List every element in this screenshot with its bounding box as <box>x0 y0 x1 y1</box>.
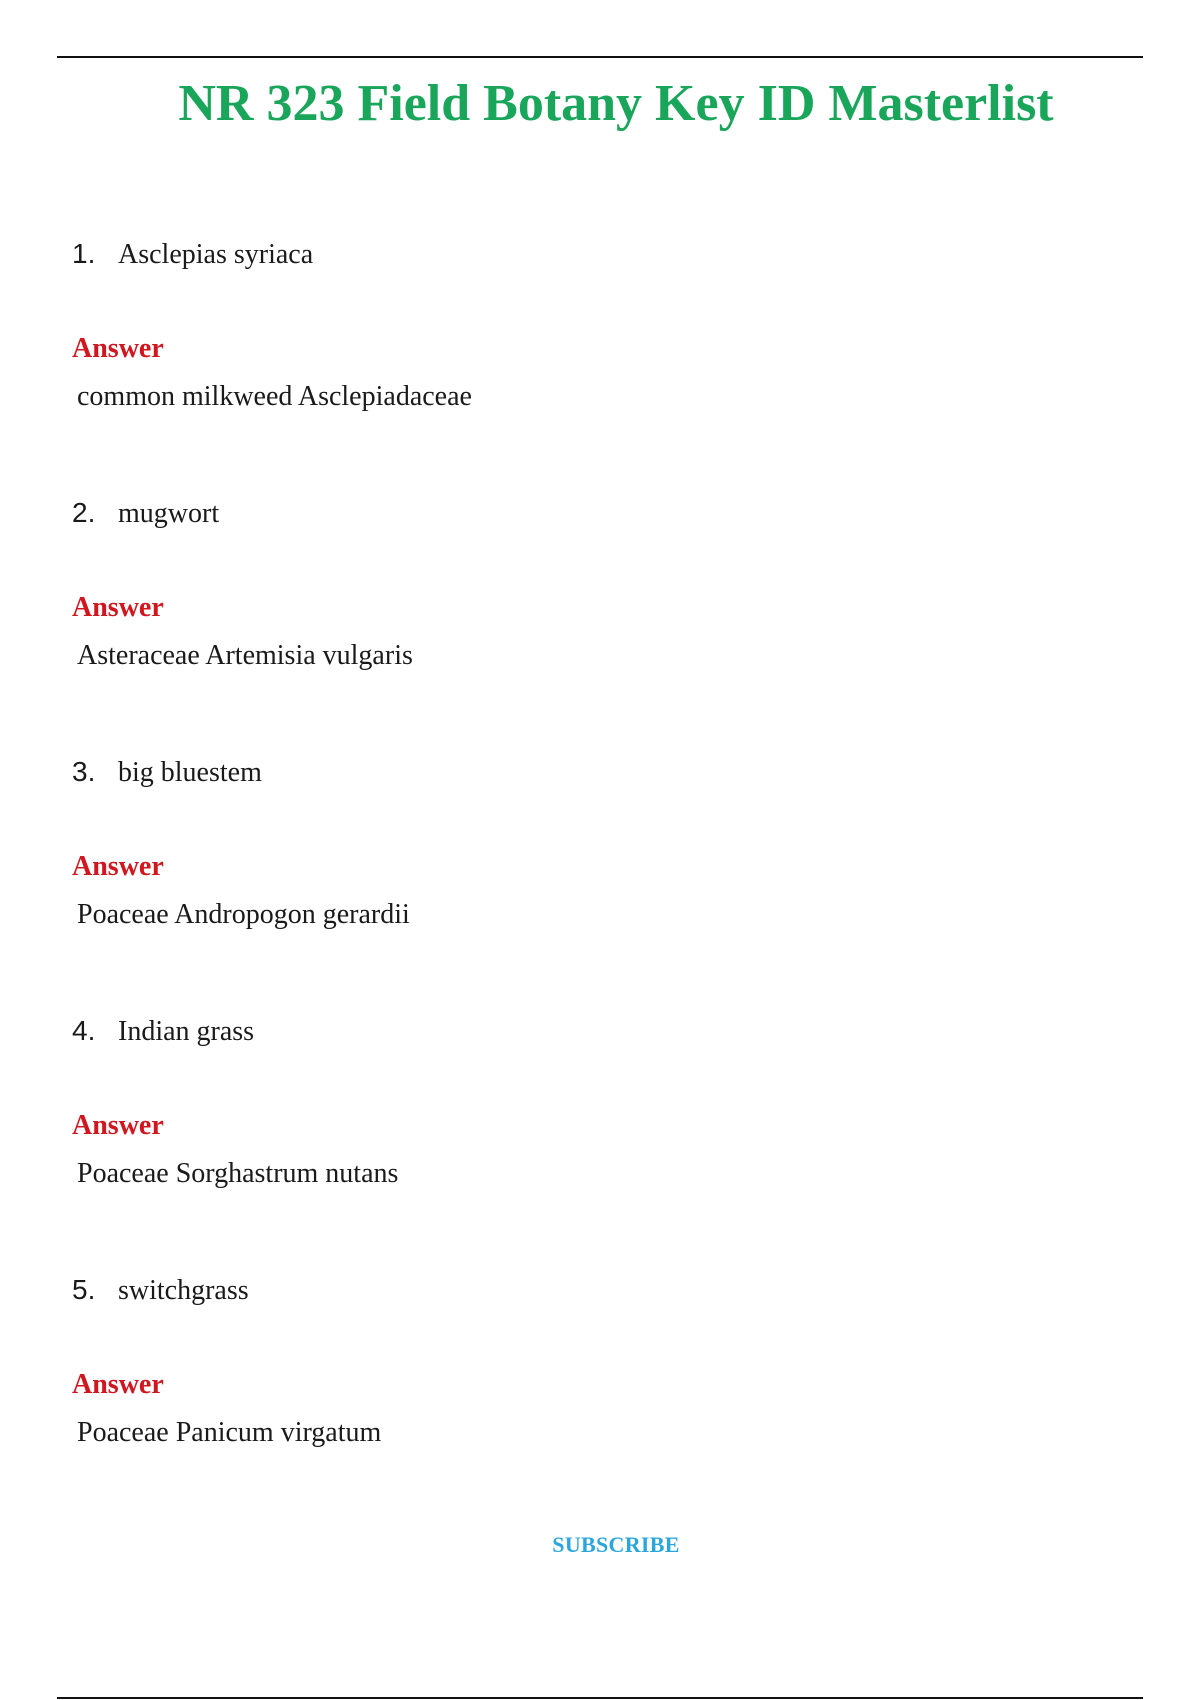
list-item <box>0 493 1200 733</box>
answer-label: Answer <box>72 592 164 623</box>
question-text: Indian grass <box>118 1016 255 1047</box>
answer-text: Poaceae Andropogon gerardii <box>77 899 410 930</box>
question-text: Asclepias syriaca <box>118 239 314 270</box>
answer-text: Asteraceae Artemisia vulgaris <box>77 640 413 671</box>
question <box>72 752 262 792</box>
answer-label: Answer <box>72 1110 164 1141</box>
answer-label: Answer <box>72 851 164 882</box>
page-title: NR 323 Field Botany Key ID Masterlist <box>178 75 1054 132</box>
question-text: switchgrass <box>118 1275 249 1306</box>
question-text: big bluestem <box>118 757 262 788</box>
question-number: 5. <box>72 1274 96 1305</box>
question-number: 2. <box>72 497 96 528</box>
answer-label: Answer <box>72 1369 164 1400</box>
question <box>72 234 313 274</box>
question-number: 4. <box>72 1015 96 1046</box>
question <box>72 1011 254 1051</box>
answer-label: Answer <box>72 333 164 364</box>
list-item <box>0 752 1200 992</box>
list-item <box>0 1011 1200 1251</box>
question-text: mugwort <box>118 498 220 529</box>
question <box>72 1270 249 1310</box>
answer-text: common milkweed Asclepiadaceae <box>77 381 472 412</box>
question-number: 1. <box>72 238 96 269</box>
question <box>72 493 219 533</box>
answer-text: Poaceae Panicum virgatum <box>77 1417 382 1448</box>
answer-text: Poaceae Sorghastrum nutans <box>77 1158 399 1189</box>
top-rule <box>57 56 1143 58</box>
list-item <box>0 234 1200 474</box>
list-item <box>0 1270 1200 1510</box>
subscribe-link[interactable]: SUBSCRIBE <box>552 1532 680 1557</box>
bottom-rule <box>57 1697 1143 1699</box>
question-number: 3. <box>72 756 96 787</box>
